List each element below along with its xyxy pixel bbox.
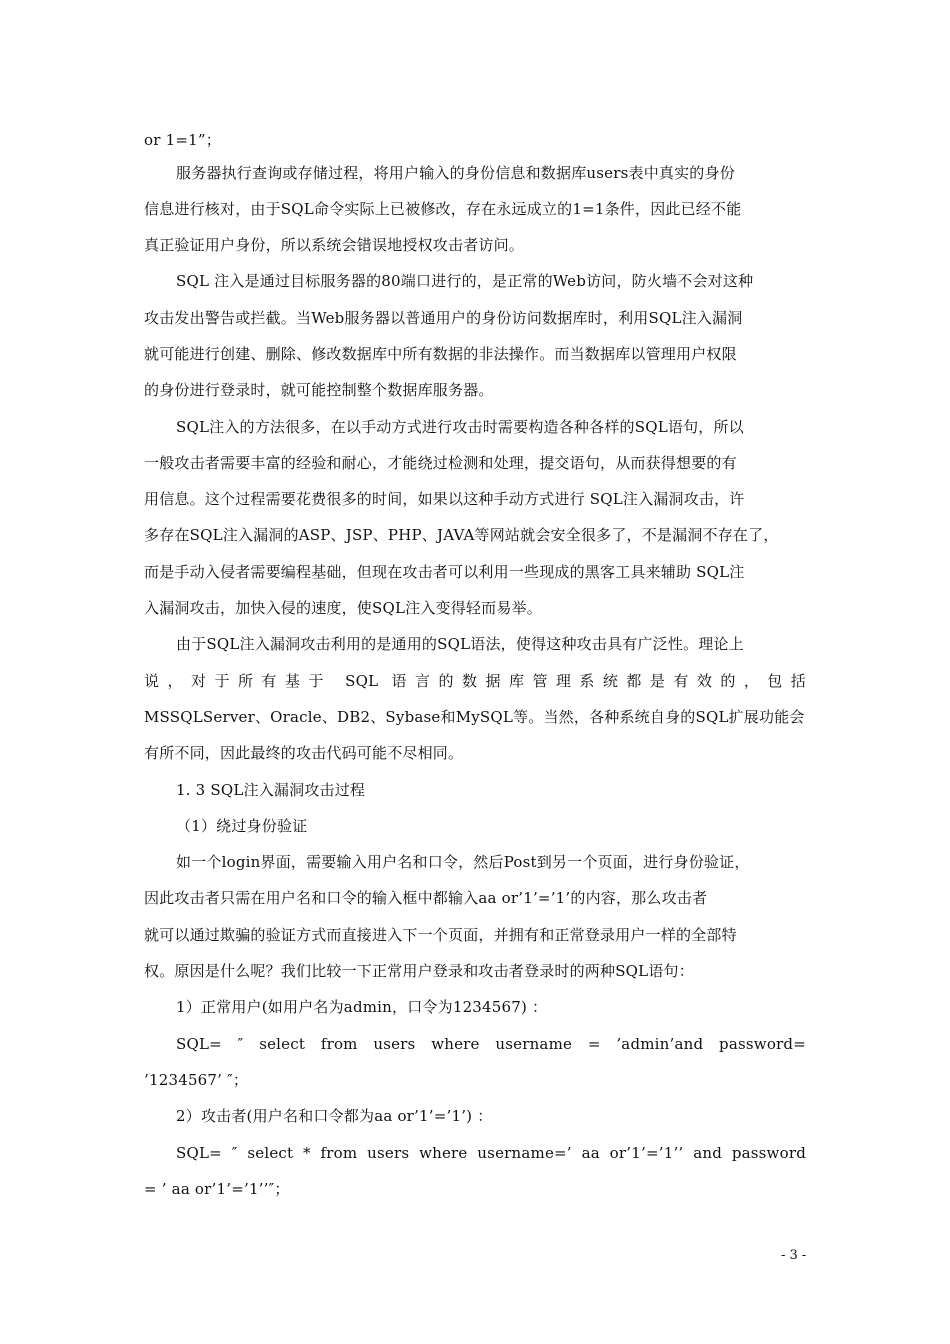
text-line: 的身份进行登录时，就可能控制整个数据库服务器。 [144,381,494,399]
text-line: 真正验证用户身份，所以系统会错误地授权攻击者访问。 [144,236,525,254]
subsection-heading: （1）绕过身份验证 [176,817,308,835]
text-line: 如一个login界面，需要输入用户名和口令，然后Post到另一个页面，进行身份验证， [176,853,750,871]
code-line: = ’ aa or’1’=’1’’″； [144,1180,290,1198]
text-line: 服务器执行查询或存储过程，将用户输入的身份信息和数据库users表中真实的身份 [176,164,735,182]
text-line: 权。原因是什么呢？我们比较一下正常用户登录和攻击者登录时的两种SQL语句： [144,962,694,980]
text-line: 就可能进行创建、删除、修改数据库中所有数据的非法操作。而当数据库以管理用户权限 [144,345,737,363]
text-line: 2）攻击者(用户名和口令都为aa or’1’=’1’) ： [176,1107,493,1125]
code-line: SQL= ″ select * from users where username=’ aa or’1’=’1’’ and password [176,1144,806,1162]
text-line: 多存在SQL注入漏洞的ASP、JSP、PHP、JAVA等网站就会安全很多了，不是漏洞不存在了， [144,526,779,544]
code-line: SQL= ″ select from users where username = ’admin’and password= [176,1035,806,1053]
text-line: 而是手动入侵者需要编程基础，但现在攻击者可以利用一些现成的黑客工具来辅助 SQL注 [144,563,745,581]
text-line: SQL 注入是通过目标服务器的80端口进行的，是正常的Web访问，防火墙不会对这种 [176,272,754,290]
text-line: MSSQLServer、Oracle、DB2、Sybase和MySQL等。当然，各种系统自身的SQL扩展功能会 [144,708,805,726]
text-line: 入漏洞攻击，加快入侵的速度，使SQL注入变得轻而易举。 [144,599,542,617]
text-line: 由于SQL注入漏洞攻击利用的是通用的SQL语法，使得这种攻击具有广泛性。理论上 [176,635,744,653]
text-line: 1）正常用户(如用户名为admin，口令为1234567) ： [176,998,548,1016]
text-line: 就可以通过欺骗的验证方式而直接进入下一个页面，并拥有和正常登录用户一样的全部特 [144,926,737,944]
text-line: 用信息。这个过程需要花费很多的时间，如果以这种手动方式进行 SQL注入漏洞攻击，许 [144,490,745,508]
code-line: ’1234567’ ″； [144,1071,249,1089]
text-line: 信息进行核对，由于SQL命令实际上已被修改，存在永远成立的1=1条件，因此已经不能 [144,200,742,218]
text-line: 攻击发出警告或拦截。当Web服务器以普通用户的身份访问数据库时，利用SQL注入漏洞 [144,309,743,327]
text-line: 说，对于所有基于 SQL 语言的数据库管理系统都是有效的，包括 [144,672,806,690]
text-line: 因此攻击者只需在用户名和口令的输入框中都输入aa or’1’=’1’的内容，那么攻击者 [144,889,708,907]
text-line: or 1=1”； [144,131,221,149]
text-line: 一般攻击者需要丰富的经验和耐心，才能绕过检测和处理，提交语句，从而获得想要的有 [144,454,737,472]
text-line: 有所不同，因此最终的攻击代码可能不尽相同。 [144,744,464,762]
section-heading: 1. 3 SQL注入漏洞攻击过程 [176,781,366,799]
text-line: SQL注入的方法很多，在以手动方式进行攻击时需要构造各种各样的SQL语句，所以 [176,418,744,436]
page-number: - 3 - [781,1248,807,1263]
